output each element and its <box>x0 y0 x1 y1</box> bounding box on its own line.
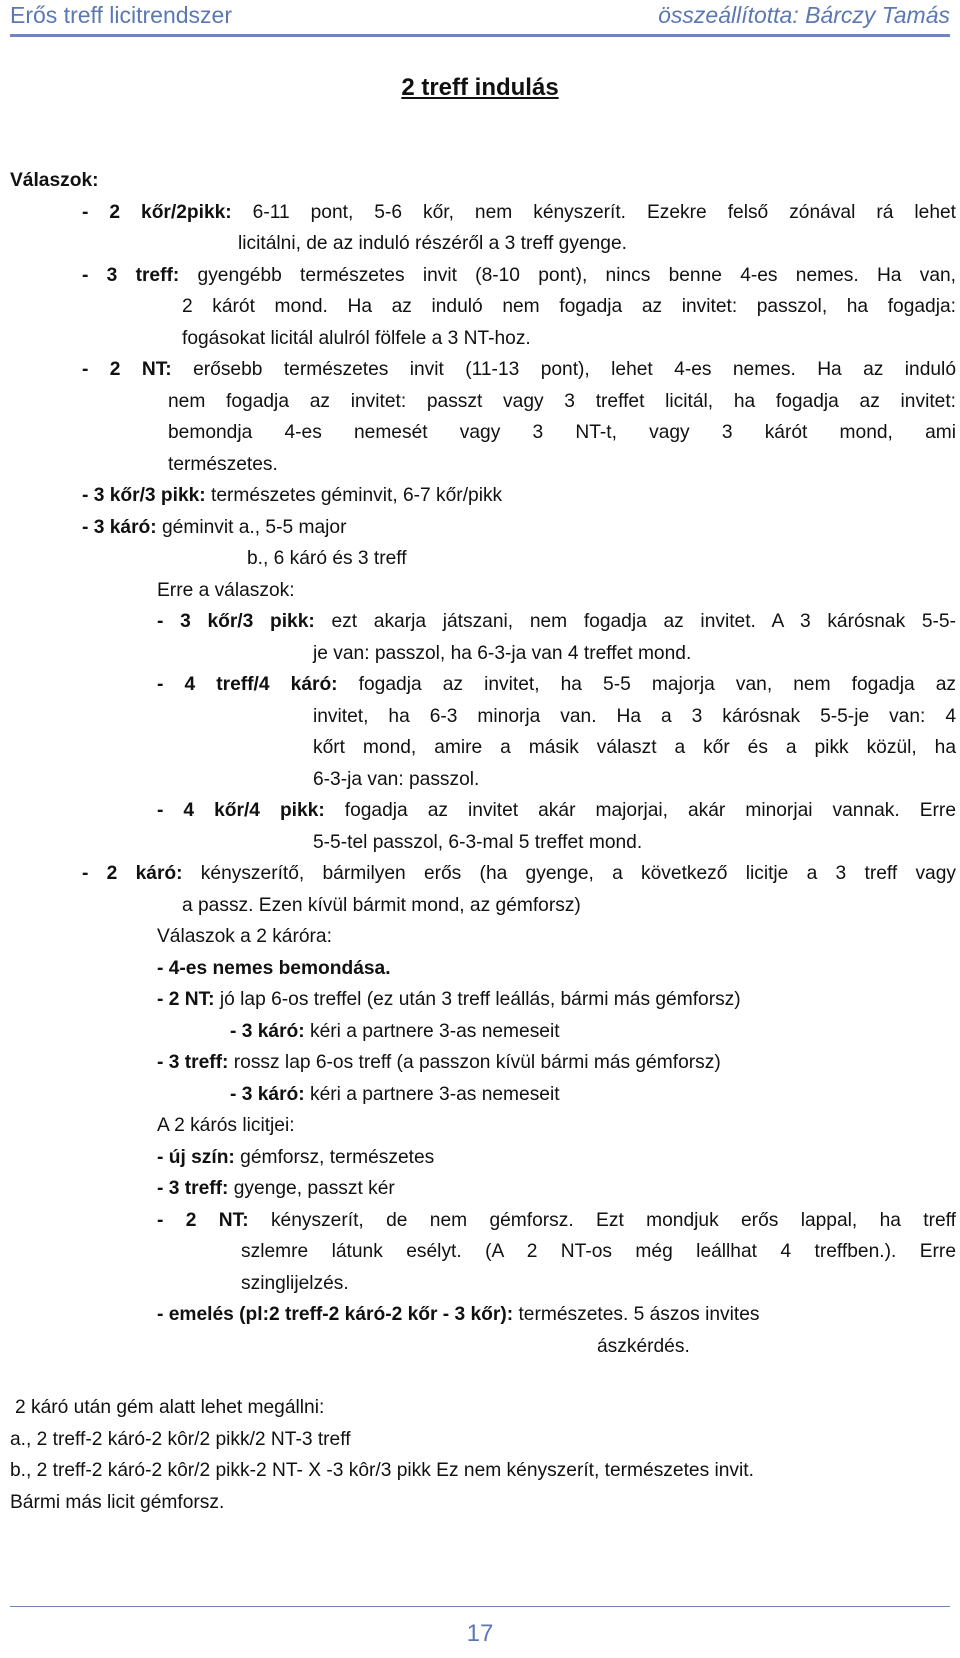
stop-below-game-heading: 2 káró után gém alatt lehet megállni: <box>15 1397 325 1418</box>
page-header <box>10 0 950 37</box>
response-2-major-cont: licitálni, de az induló részéről a 3 treff gyenge. <box>238 233 627 254</box>
response-2nt-cont3: természetes. <box>168 453 278 475</box>
response-3-major: - 3 kőr/3 pikk: természetes géminvit, 6-7 kőr/pikk <box>82 485 503 506</box>
response-3-diamonds-cont: b., 6 káró és 3 treff <box>247 548 407 569</box>
document-body <box>10 165 956 1518</box>
answer-3-major-cont: je van: passzol, ha 6-3-ja van 4 treffet mond. <box>313 642 692 664</box>
answer-4-minor-cont1: invitet, ha 6-3 minorja van. Ha a 3 kárósnak 5-5-je van: 4 <box>313 705 956 727</box>
response-3-clubs: - 3 treff: gyengébb természetes invit (8-10 pont), nincs benne 4-es nemes. Ha van, <box>82 264 956 286</box>
bid-raise-cont: ászkérdés. <box>597 1335 690 1357</box>
answer-3-clubs: - 3 treff: rossz lap 6-os treff (a passzon kívül bármi más gémforsz) <box>157 1052 721 1073</box>
answers-to-2d-heading: Válaszok a 2 káróra: <box>157 926 332 947</box>
response-3-diamonds: - 3 káró: géminvit a., 5-5 major <box>82 516 347 538</box>
response-2nt-cont2: bemondja 4-es nemesét vagy 3 NT-t, vagy 3 kárót mond, ami <box>168 422 956 443</box>
response-3-clubs-cont2: fogásokat licitál alulról fölfele a 3 NT-hoz. <box>182 327 531 349</box>
bid-2nt-cont2: szinglijelzés. <box>241 1272 349 1294</box>
section-title: 2 treff indulás <box>401 74 559 101</box>
bid-2nt: - 2 NT: kényszerít, de nem gémforsz. Ezt mondjuk erős lappal, ha treff <box>157 1209 956 1231</box>
header-author: összeállította: Bárczy Tamás <box>658 2 950 28</box>
answers-to-3d-heading: Erre a válaszok: <box>157 579 295 601</box>
answer-4-major-cont: 5-5-tel passzol, 6-3-mal 5 treffet mond. <box>313 831 643 853</box>
stop-other-bids: Bármi más licit gémforsz. <box>10 1491 225 1513</box>
response-2-diamonds: - 2 káró: kényszerítő, bármilyen erős (ha gyenge, a következő licitje a 3 treff vagy <box>82 863 956 884</box>
answer-2nt-3d: - 3 káró: kéri a partnere 3-as nemeseit <box>230 1020 560 1042</box>
response-2-major: - 2 kőr/2pikk: 6-11 pont, 5-6 kőr, nem kényszerít. Ezekre felső zónával rá lehet <box>82 201 956 223</box>
bid-2nt-cont1: szlemre látunk esélyt. (A 2 NT-os még leállhat 4 treffben.). Erre <box>241 1241 956 1262</box>
stop-sequence-b: b., 2 treff-2 káró-2 kôr/2 pikk-2 NT- X -3 kôr/3 pikk Ez nem kényszerít, természetes invit. <box>10 1460 754 1481</box>
answer-3-major: - 3 kőr/3 pikk: ezt akarja játszani, nem fogadja az invitet. A 3 kárósnak 5-5- <box>157 611 956 632</box>
answer-4-major-bid: - 4-es nemes bemondása. <box>157 957 391 979</box>
footer-divider <box>10 1606 950 1607</box>
bid-raise: - emelés (pl:2 treff-2 káró-2 kőr - 3 kőr): természetes. 5 ászos invites <box>157 1304 760 1325</box>
answer-4-minor-cont3: 6-3-ja van: passzol. <box>313 768 480 790</box>
response-2nt-cont1: nem fogadja az invitet: passzt vagy 3 treffet licitál, ha fogadja az invitet: <box>168 390 956 412</box>
answers-heading: Válaszok: <box>10 170 99 191</box>
stop-sequence-a: a., 2 treff-2 káró-2 kôr/2 pikk/2 NT-3 treff <box>10 1428 351 1450</box>
bid-new-suit: - új szín: gémforsz, természetes <box>157 1146 435 1168</box>
answer-4-minor: - 4 treff/4 káró: fogadja az invitet, ha 5-5 majorja van, nem fogadja az <box>157 674 956 695</box>
answer-4-minor-cont2: kőrt mond, amire a másik választ a kőr és a pikk közül, ha <box>313 737 956 758</box>
answer-2nt: - 2 NT: jó lap 6-os treffel (ez után 3 treff leállás, bármi más gémforsz) <box>157 989 741 1010</box>
page-number: 17 <box>466 1620 494 1647</box>
response-3-clubs-cont1: 2 kárót mond. Ha az induló nem fogadja az invitet: passzol, ha fogadja: <box>182 296 956 317</box>
answer-3-clubs-3d: - 3 káró: kéri a partnere 3-as nemeseit <box>230 1083 560 1105</box>
header-title: Erős treff licitrendszer <box>10 2 232 28</box>
2d-bidder-heading: A 2 kárós licitjei: <box>157 1115 295 1136</box>
response-2nt: - 2 NT: erősebb természetes invit (11-13 pont), lehet 4-es nemes. Ha az induló <box>82 359 956 380</box>
response-2-diamonds-cont: a passz. Ezen kívül bármit mond, az gémforsz) <box>182 894 581 916</box>
answer-4-major: - 4 kőr/4 pikk: fogadja az invitet akár majorjai, akár minorjai vannak. Erre <box>157 800 956 821</box>
bid-3-clubs: - 3 treff: gyenge, passzt kér <box>157 1178 395 1199</box>
